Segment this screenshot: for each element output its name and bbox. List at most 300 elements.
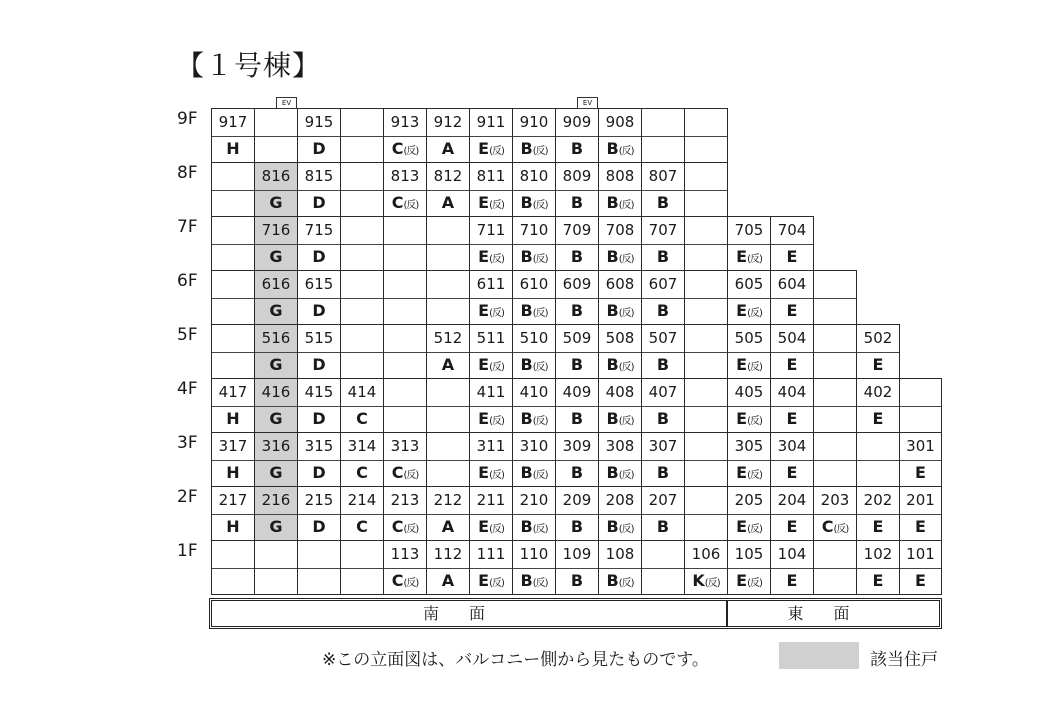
unit-509	[555, 324, 599, 379]
unit-917	[211, 108, 255, 163]
floor-label-9f: 9F	[177, 109, 198, 129]
unit-511	[469, 324, 513, 379]
unit-number: 415	[298, 379, 340, 407]
unit-815	[297, 162, 341, 217]
unit-type: G	[269, 463, 283, 482]
empty-unit	[641, 540, 685, 595]
unit-711	[469, 216, 513, 271]
unit-type: D	[312, 193, 326, 212]
unit-number: 316	[255, 433, 297, 461]
unit-type: E(反)	[736, 355, 762, 374]
unit-type: C	[356, 463, 368, 482]
unit-405	[727, 378, 771, 433]
unit-108	[598, 540, 642, 595]
unit-number: 110	[513, 541, 555, 569]
unit-number: 215	[298, 487, 340, 515]
unit-type: H	[226, 139, 240, 158]
unit-810	[512, 162, 556, 217]
unit-104	[770, 540, 814, 595]
unit-417	[211, 378, 255, 433]
unit-type: B(反)	[520, 193, 548, 212]
unit-type: E(反)	[478, 193, 504, 212]
unit-number: 516	[255, 325, 297, 353]
unit-507	[641, 324, 685, 379]
unit-type: E	[872, 517, 884, 536]
unit-type: E	[915, 571, 926, 590]
unit-type: C(反)	[391, 139, 419, 158]
unit-number: 715	[298, 217, 340, 245]
unit-616	[254, 270, 298, 325]
unit-106	[684, 540, 728, 595]
unit-number: 808	[599, 163, 641, 191]
unit-type: G	[269, 409, 283, 428]
unit-410	[512, 378, 556, 433]
unit-type: E	[786, 517, 798, 536]
unit-type: B(反)	[520, 139, 548, 158]
unit-number: 709	[556, 217, 598, 245]
floor-label-1f: 1F	[177, 541, 198, 561]
unit-number: 414	[341, 379, 383, 407]
empty-unit	[426, 216, 470, 271]
unit-number: 607	[642, 271, 684, 299]
unit-number: 502	[857, 325, 899, 353]
unit-210	[512, 486, 556, 541]
unit-number: 315	[298, 433, 340, 461]
empty-unit	[211, 540, 255, 595]
unit-number: 810	[513, 163, 555, 191]
unit-type: B	[656, 409, 670, 428]
empty-unit	[340, 216, 384, 271]
unit-number: 113	[384, 541, 426, 569]
empty-unit	[684, 432, 728, 487]
unit-111	[469, 540, 513, 595]
empty-unit	[684, 270, 728, 325]
unit-type: B	[656, 301, 670, 320]
unit-715	[297, 216, 341, 271]
unit-number: 409	[556, 379, 598, 407]
unit-number: 416	[255, 379, 297, 407]
unit-type: E	[786, 247, 798, 266]
empty-unit	[684, 162, 728, 217]
floor-label-8f: 8F	[177, 163, 198, 183]
unit-number: 815	[298, 163, 340, 191]
unit-number: 214	[341, 487, 383, 515]
unit-716	[254, 216, 298, 271]
legend-swatch	[779, 642, 859, 669]
unit-816	[254, 162, 298, 217]
unit-216	[254, 486, 298, 541]
unit-105	[727, 540, 771, 595]
unit-615	[297, 270, 341, 325]
unit-number: 405	[728, 379, 770, 407]
unit-type: G	[269, 355, 283, 374]
unit-number: 505	[728, 325, 770, 353]
unit-number: 615	[298, 271, 340, 299]
unit-type: E(反)	[736, 301, 762, 320]
unit-type: B	[570, 571, 584, 590]
unit-type: B(反)	[606, 193, 634, 212]
empty-unit	[340, 540, 384, 595]
unit-type: E(反)	[478, 463, 504, 482]
unit-number: 112	[427, 541, 469, 569]
floor-label-3f: 3F	[177, 433, 198, 453]
unit-type: A	[441, 517, 455, 536]
unit-type: E	[872, 355, 884, 374]
unit-type: E	[786, 463, 798, 482]
unit-number: 610	[513, 271, 555, 299]
unit-number: 616	[255, 271, 297, 299]
unit-number: 515	[298, 325, 340, 353]
unit-807	[641, 162, 685, 217]
unit-number: 111	[470, 541, 512, 569]
unit-number: 912	[427, 109, 469, 137]
unit-508	[598, 324, 642, 379]
unit-type: D	[312, 355, 326, 374]
unit-number: 402	[857, 379, 899, 407]
empty-unit	[211, 270, 255, 325]
unit-202	[856, 486, 900, 541]
unit-number: 909	[556, 109, 598, 137]
unit-type: B	[656, 355, 670, 374]
unit-number: 511	[470, 325, 512, 353]
unit-type: E	[915, 463, 926, 482]
unit-512	[426, 324, 470, 379]
unit-909	[555, 108, 599, 163]
unit-type: B	[656, 517, 670, 536]
unit-215	[297, 486, 341, 541]
unit-type: C(反)	[391, 571, 419, 590]
unit-number: 811	[470, 163, 512, 191]
unit-915	[297, 108, 341, 163]
unit-number: 314	[341, 433, 383, 461]
unit-number: 809	[556, 163, 598, 191]
unit-number: 917	[212, 109, 254, 137]
unit-number: 605	[728, 271, 770, 299]
unit-number: 408	[599, 379, 641, 407]
unit-type: B(反)	[606, 409, 634, 428]
east-facade-label: 東面	[727, 600, 940, 627]
unit-number: 411	[470, 379, 512, 407]
unit-number: 203	[814, 487, 856, 515]
unit-414	[340, 378, 384, 433]
empty-unit	[684, 378, 728, 433]
empty-unit	[856, 432, 900, 487]
unit-217	[211, 486, 255, 541]
unit-number: 509	[556, 325, 598, 353]
elevator-marker: EV	[577, 97, 598, 109]
unit-102	[856, 540, 900, 595]
unit-708	[598, 216, 642, 271]
unit-type: G	[269, 517, 283, 536]
unit-number: 404	[771, 379, 813, 407]
empty-unit	[254, 540, 298, 595]
unit-113	[383, 540, 427, 595]
unit-type: B	[570, 247, 584, 266]
unit-type: B	[656, 193, 670, 212]
unit-type: E(反)	[478, 301, 504, 320]
unit-411	[469, 378, 513, 433]
unit-type: B(反)	[606, 517, 634, 536]
empty-unit	[426, 270, 470, 325]
unit-214	[340, 486, 384, 541]
unit-type: E(反)	[736, 247, 762, 266]
unit-504	[770, 324, 814, 379]
unit-type: E	[786, 409, 798, 428]
unit-112	[426, 540, 470, 595]
unit-number: 105	[728, 541, 770, 569]
unit-304	[770, 432, 814, 487]
unit-515	[297, 324, 341, 379]
unit-number: 510	[513, 325, 555, 353]
unit-number: 211	[470, 487, 512, 515]
unit-type: B	[570, 301, 584, 320]
floor-label-7f: 7F	[177, 217, 198, 237]
unit-number: 507	[642, 325, 684, 353]
unit-number: 704	[771, 217, 813, 245]
unit-205	[727, 486, 771, 541]
empty-unit	[426, 432, 470, 487]
unit-number: 307	[642, 433, 684, 461]
unit-type: B(反)	[520, 517, 548, 536]
unit-number: 309	[556, 433, 598, 461]
unit-number: 915	[298, 109, 340, 137]
unit-309	[555, 432, 599, 487]
unit-213	[383, 486, 427, 541]
unit-number: 716	[255, 217, 297, 245]
unit-number: 205	[728, 487, 770, 515]
unit-type: B	[570, 193, 584, 212]
unit-number: 608	[599, 271, 641, 299]
unit-type: E	[786, 571, 798, 590]
unit-type: E(反)	[478, 355, 504, 374]
unit-number: 102	[857, 541, 899, 569]
unit-317	[211, 432, 255, 487]
unit-type: B(反)	[520, 571, 548, 590]
unit-type: E	[872, 571, 884, 590]
unit-204	[770, 486, 814, 541]
unit-number: 812	[427, 163, 469, 191]
unit-812	[426, 162, 470, 217]
unit-404	[770, 378, 814, 433]
unit-608	[598, 270, 642, 325]
unit-type: E	[786, 355, 798, 374]
unit-number: 512	[427, 325, 469, 353]
unit-type: E(反)	[736, 517, 762, 536]
empty-unit	[211, 162, 255, 217]
empty-unit	[684, 216, 728, 271]
page-title: 【１号棟】	[176, 49, 322, 82]
unit-type: C	[356, 517, 368, 536]
unit-109	[555, 540, 599, 595]
unit-409	[555, 378, 599, 433]
unit-605	[727, 270, 771, 325]
unit-101	[899, 540, 942, 595]
unit-number: 217	[212, 487, 254, 515]
unit-type: B(反)	[520, 409, 548, 428]
floor-label-2f: 2F	[177, 487, 198, 507]
empty-unit	[684, 486, 728, 541]
unit-709	[555, 216, 599, 271]
unit-number: 807	[642, 163, 684, 191]
empty-unit	[684, 324, 728, 379]
unit-number: 209	[556, 487, 598, 515]
unit-type: B(反)	[520, 355, 548, 374]
unit-813	[383, 162, 427, 217]
unit-208	[598, 486, 642, 541]
unit-number: 611	[470, 271, 512, 299]
unit-type: B	[570, 463, 584, 482]
unit-type: A	[441, 193, 455, 212]
unit-type: C(反)	[391, 193, 419, 212]
unit-number: 311	[470, 433, 512, 461]
empty-unit	[383, 270, 427, 325]
unit-516	[254, 324, 298, 379]
unit-type: D	[312, 139, 326, 158]
unit-number: 708	[599, 217, 641, 245]
unit-307	[641, 432, 685, 487]
empty-unit	[813, 378, 857, 433]
unit-number: 710	[513, 217, 555, 245]
unit-type: A	[441, 571, 455, 590]
unit-type: G	[269, 301, 283, 320]
empty-unit	[383, 324, 427, 379]
unit-type: B(反)	[520, 463, 548, 482]
unit-type: E	[915, 517, 926, 536]
unit-908	[598, 108, 642, 163]
empty-unit	[813, 432, 857, 487]
unit-407	[641, 378, 685, 433]
unit-number: 106	[685, 541, 727, 569]
unit-type: B(反)	[606, 463, 634, 482]
unit-604	[770, 270, 814, 325]
unit-type: B(反)	[606, 301, 634, 320]
empty-unit	[684, 108, 728, 163]
unit-type: E(反)	[478, 139, 504, 158]
unit-number: 216	[255, 487, 297, 515]
unit-number: 313	[384, 433, 426, 461]
unit-type: B(反)	[606, 247, 634, 266]
unit-number: 108	[599, 541, 641, 569]
unit-number: 308	[599, 433, 641, 461]
unit-110	[512, 540, 556, 595]
unit-type: D	[312, 409, 326, 428]
unit-710	[512, 216, 556, 271]
unit-505	[727, 324, 771, 379]
unit-type: C	[356, 409, 368, 428]
unit-number: 911	[470, 109, 512, 137]
unit-number: 201	[900, 487, 941, 515]
unit-911	[469, 108, 513, 163]
unit-811	[469, 162, 513, 217]
unit-502	[856, 324, 900, 379]
unit-number: 304	[771, 433, 813, 461]
unit-416	[254, 378, 298, 433]
unit-type: E	[786, 301, 798, 320]
unit-308	[598, 432, 642, 487]
unit-910	[512, 108, 556, 163]
unit-913	[383, 108, 427, 163]
unit-type: H	[226, 409, 240, 428]
legend-label: 該当住戸	[870, 650, 938, 670]
unit-number: 910	[513, 109, 555, 137]
unit-type: G	[269, 193, 283, 212]
unit-number: 604	[771, 271, 813, 299]
unit-705	[727, 216, 771, 271]
empty-unit	[340, 270, 384, 325]
unit-type: E(反)	[736, 463, 762, 482]
unit-type: K(反)	[692, 571, 720, 590]
unit-313	[383, 432, 427, 487]
unit-type: E(反)	[736, 571, 762, 590]
unit-number: 913	[384, 109, 426, 137]
unit-number: 407	[642, 379, 684, 407]
unit-type: D	[312, 301, 326, 320]
unit-type: B	[656, 247, 670, 266]
unit-203	[813, 486, 857, 541]
unit-207	[641, 486, 685, 541]
unit-number: 508	[599, 325, 641, 353]
unit-type: A	[441, 139, 455, 158]
unit-type: G	[269, 247, 283, 266]
unit-number: 410	[513, 379, 555, 407]
unit-707	[641, 216, 685, 271]
unit-315	[297, 432, 341, 487]
unit-number: 210	[513, 487, 555, 515]
unit-type: H	[226, 517, 240, 536]
unit-number: 301	[900, 433, 941, 461]
elevation-note: ※この立面図は、バルコニー側から見たものです。	[322, 650, 709, 670]
unit-type: E(反)	[478, 571, 504, 590]
unit-type: D	[312, 517, 326, 536]
unit-type: E	[872, 409, 884, 428]
unit-415	[297, 378, 341, 433]
unit-type: B	[570, 409, 584, 428]
empty-unit	[813, 540, 857, 595]
empty-unit	[813, 270, 857, 325]
unit-209	[555, 486, 599, 541]
unit-type: C(反)	[391, 517, 419, 536]
empty-unit	[383, 216, 427, 271]
unit-310	[512, 432, 556, 487]
unit-number: 813	[384, 163, 426, 191]
unit-number: 101	[900, 541, 941, 569]
unit-510	[512, 324, 556, 379]
unit-type: B	[570, 355, 584, 374]
unit-number: 208	[599, 487, 641, 515]
unit-316	[254, 432, 298, 487]
unit-number: 908	[599, 109, 641, 137]
empty-unit	[899, 378, 942, 433]
unit-type: B	[570, 139, 584, 158]
empty-unit	[297, 540, 341, 595]
empty-unit	[383, 378, 427, 433]
unit-314	[340, 432, 384, 487]
unit-number: 310	[513, 433, 555, 461]
unit-number: 816	[255, 163, 297, 191]
empty-unit	[813, 324, 857, 379]
unit-type: B(反)	[520, 301, 548, 320]
unit-number: 504	[771, 325, 813, 353]
unit-number: 609	[556, 271, 598, 299]
unit-611	[469, 270, 513, 325]
unit-type: C(反)	[391, 463, 419, 482]
unit-number: 707	[642, 217, 684, 245]
unit-301	[899, 432, 942, 487]
unit-number: 109	[556, 541, 598, 569]
unit-type: C(反)	[821, 517, 849, 536]
floor-label-5f: 5F	[177, 325, 198, 345]
floor-label-4f: 4F	[177, 379, 198, 399]
